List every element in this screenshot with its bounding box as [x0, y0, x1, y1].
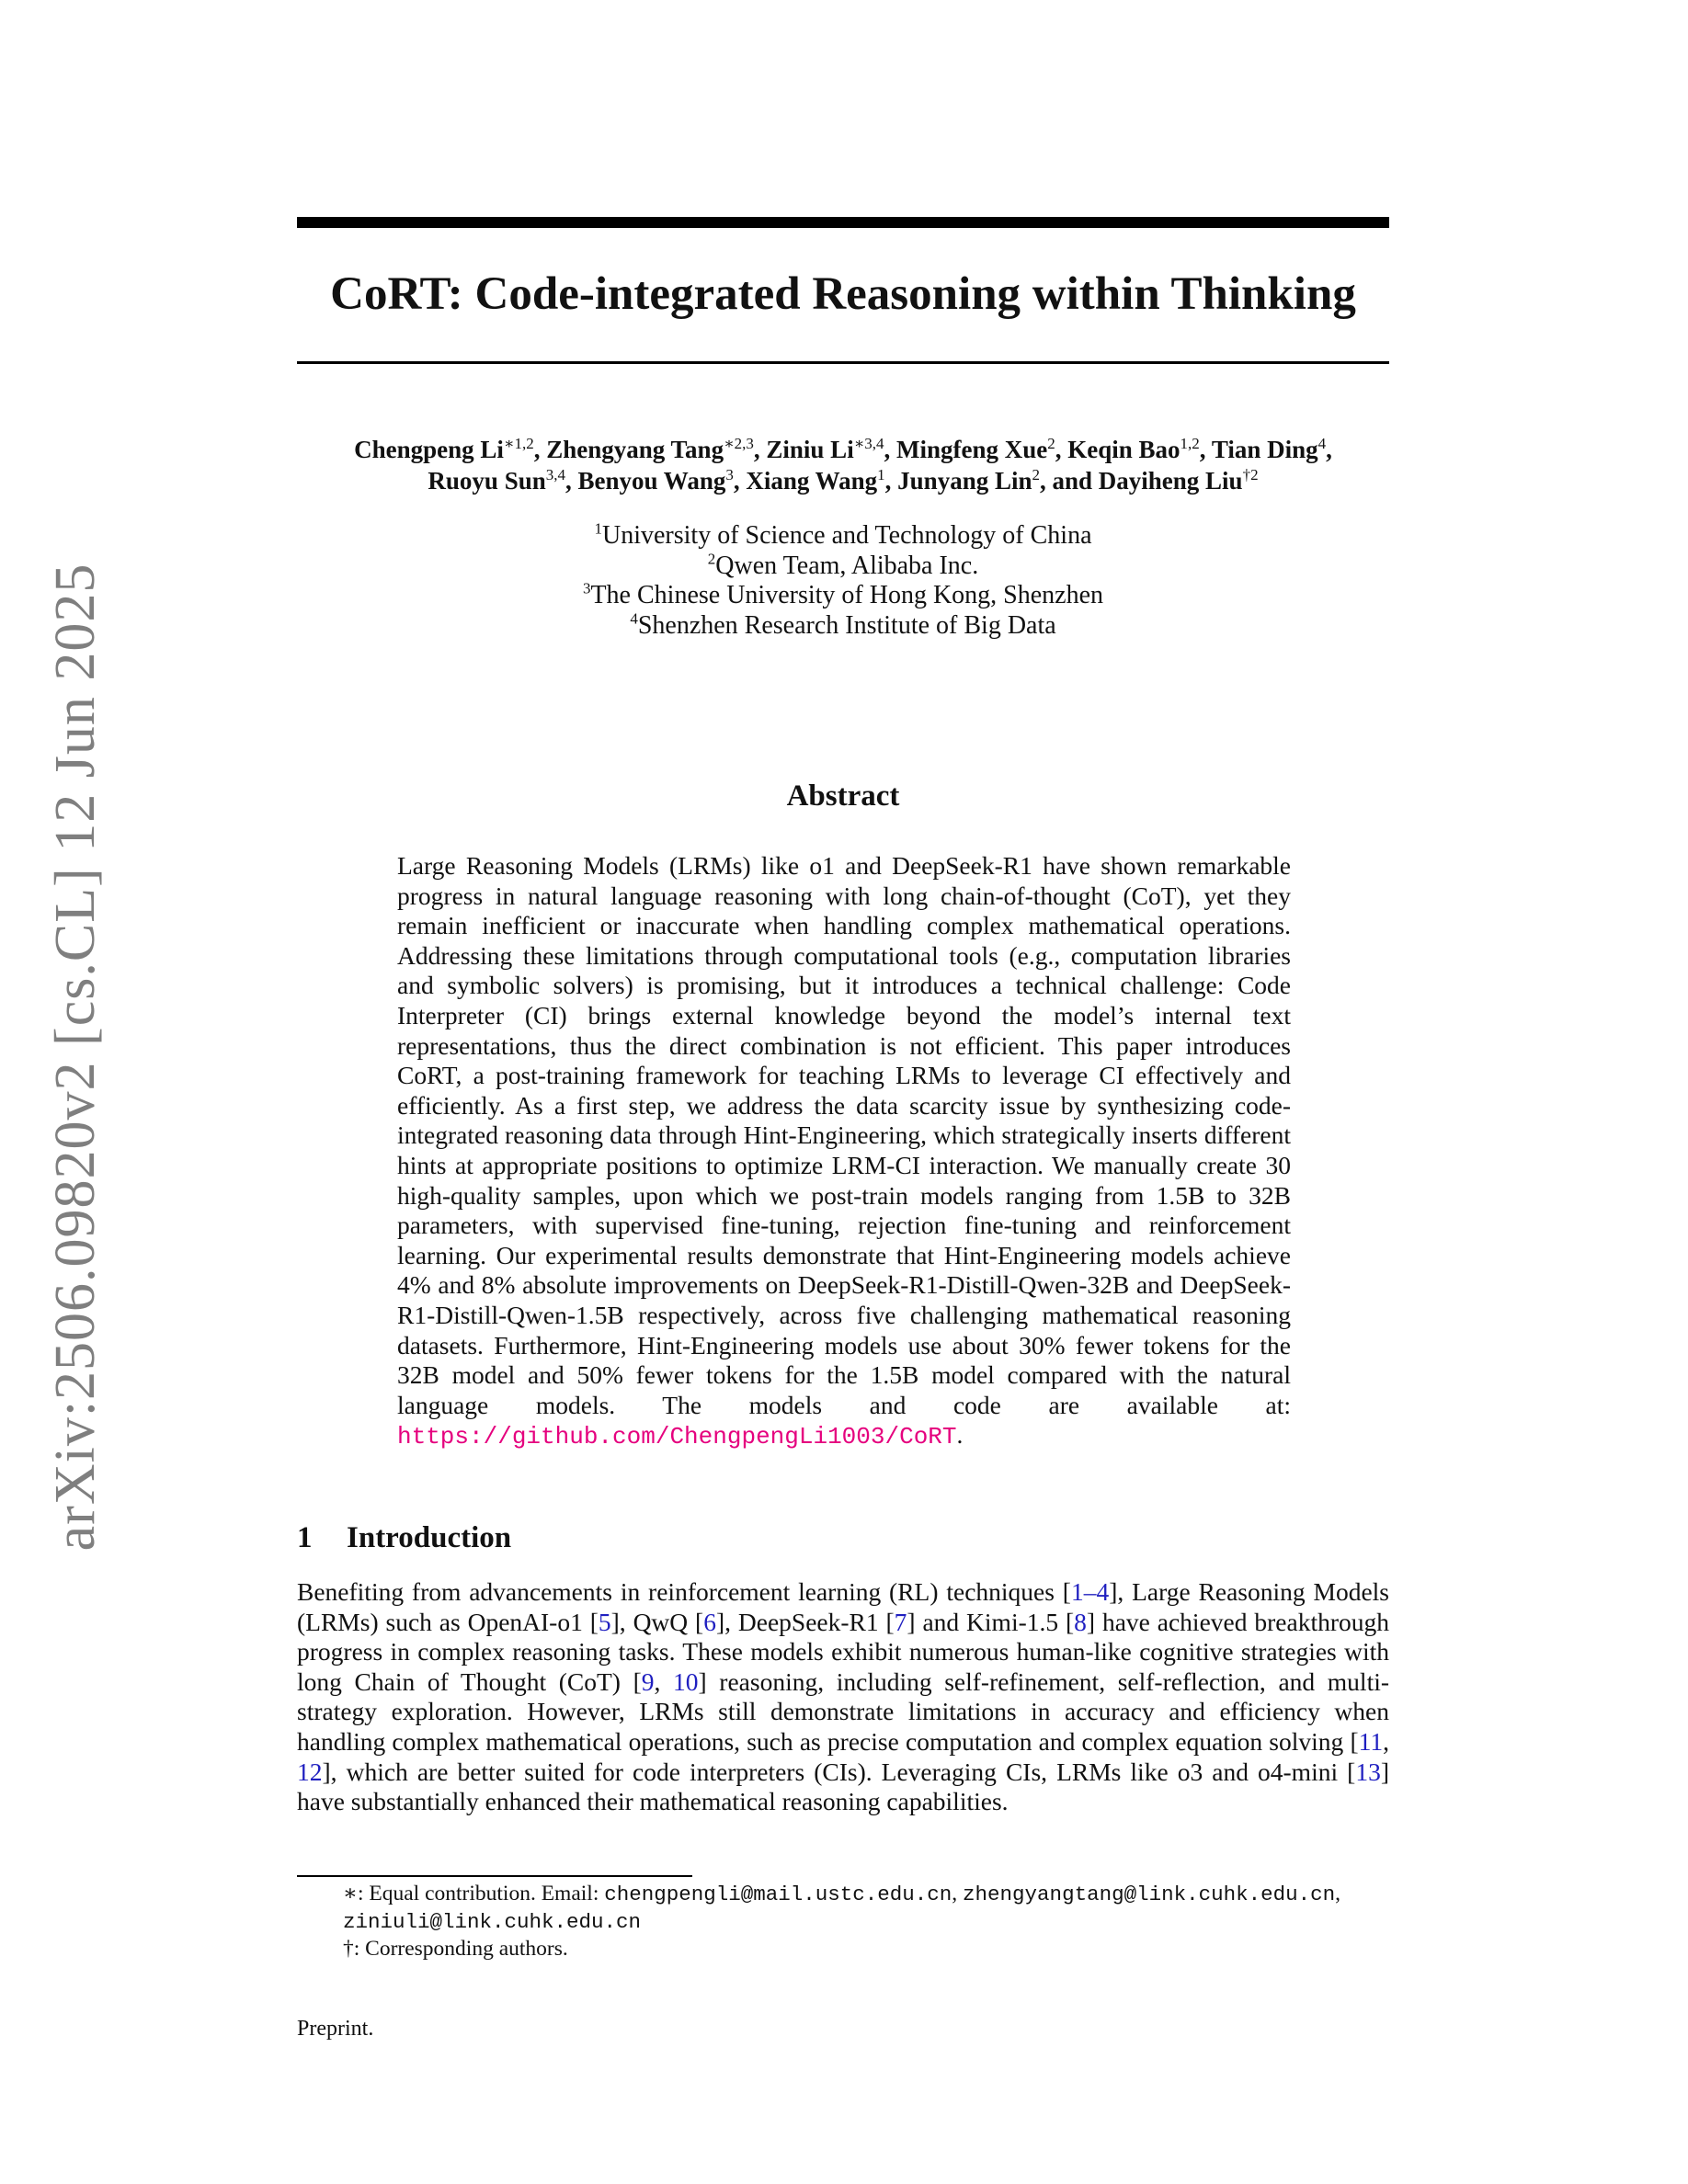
affiliation-line [297, 581, 1389, 611]
preprint-label: Preprint. [297, 2017, 374, 2041]
paragraph-text: ] reasoning, including self-refinement, self-reflection, and multi-strategy exploration. However, LRMs still demonstrate limitations in accuracy and efficiency when handling complex mathematical operations, such as precise computation and complex equation solving [ [297, 1666, 1390, 1756]
citation-link[interactable]: 8 [1074, 1607, 1087, 1636]
footnote-text: : Corresponding authors. [353, 1937, 568, 1961]
affiliation-name: Shenzhen Research Institute of Big Data [637, 610, 1056, 640]
citation-link[interactable]: 7 [894, 1607, 907, 1636]
affiliation-list [297, 521, 1389, 641]
arxiv-identifier: arXiv:2506.09820v2 [cs.CL] 12 Jun 2025 [44, 563, 107, 1552]
footnotes [297, 1881, 1389, 1962]
section-number: 1 [297, 1521, 313, 1554]
author-affiliation-mark: 4 [1317, 435, 1327, 452]
section-title: Introduction [347, 1521, 512, 1554]
author-name: Mingfeng Xue [896, 436, 1048, 463]
author-name: Junyang Lin [897, 467, 1032, 495]
author-name: Ziniu Li [766, 436, 854, 463]
citation-link[interactable]: 5 [598, 1607, 611, 1636]
paragraph-text: ] have achieved breakthrough progress in complex reasoning tasks. These models exhibit numerous human-like cognitive strategies with long Chain of Thought (CoT) [ [297, 1607, 1389, 1696]
author-affiliation-mark: 3,4 [545, 466, 566, 483]
author-name: Tian Ding [1211, 436, 1318, 463]
author-list: Chengpeng $Li^{∗1,2}$, Zhengyang Tang$^{∗2,3}$, Ziniu $Li^{∗3,4}$, Mingfeng Xue$^2$, Keqin Bao$^{1,2}$, Tian Ding$^4$, Ruoyu Sun$^{3,4}$, Benyou Wang$^3$, Xiang Wang$^1$, Junyang Lin$^2$, and Dayiheng Liu$^{\dagger 2}$ [354, 435, 1332, 495]
title-bottom-rule [297, 361, 1389, 364]
author-affiliation-mark: †2 [1242, 466, 1259, 483]
author-name: Xiang Wang [746, 467, 878, 495]
citation-link[interactable]: 10 [673, 1666, 699, 1696]
affiliation-line [297, 611, 1389, 642]
author-affiliation-mark: ∗1,2 [503, 435, 534, 452]
author-affiliation-mark: 1 [877, 466, 885, 483]
affiliation-line [297, 521, 1389, 552]
author-affiliation-mark: 2 [1047, 435, 1055, 452]
author-affiliation-mark: 1,2 [1180, 435, 1200, 452]
email-address[interactable]: ziniuli@link.cuhk.edu.cn [343, 1910, 642, 1934]
paragraph-text: ], which are better suited for code interpreters (CIs). Leveraging CIs, LRMs like o3 and o4-mini [ [322, 1757, 1356, 1786]
footnote-equal-contribution [297, 1881, 1389, 1936]
author-name: Chengpeng Li [354, 436, 504, 463]
affiliation-number: 2 [707, 550, 716, 568]
code-repository-link[interactable]: https://github.com/ChengpengLi1003/CoRT [397, 1423, 957, 1451]
introduction-paragraph [297, 1577, 1389, 1817]
paper-title: CoRT: Code-integrated Reasoning within Thinking [330, 268, 1356, 320]
citation-link[interactable]: 1–4 [1070, 1577, 1110, 1606]
affiliation-number: 4 [630, 609, 638, 628]
affiliation-name: University of Science and Technology of China [601, 521, 1092, 550]
citation-link[interactable]: 9 [641, 1666, 655, 1696]
citation-link[interactable]: 11 [1358, 1726, 1384, 1756]
footnote-text: : Equal contribution. Email: [357, 1882, 605, 1905]
paragraph-text: , [654, 1666, 673, 1696]
author-affiliation-mark: 3 [725, 466, 734, 483]
paragraph-text: ] have substantially enhanced their mathematical reasoning capabilities. [297, 1757, 1389, 1816]
affiliation-number: 3 [582, 579, 591, 597]
footnote-mark: † [343, 1937, 354, 1961]
abstract-heading: Abstract [786, 779, 900, 813]
abstract-body [397, 851, 1291, 1452]
author-affiliation-mark: 2 [1032, 466, 1040, 483]
citation-link[interactable]: 13 [1355, 1757, 1381, 1786]
email-address[interactable]: chengpengli@mail.ustc.edu.cn [604, 1883, 952, 1906]
author-name: Zhengyang Tang [546, 436, 724, 463]
author-affiliation-mark: ∗3,4 [853, 435, 884, 452]
paragraph-text: ] and Kimi-1.5 [ [907, 1607, 1075, 1636]
affiliation-number: 1 [594, 519, 602, 538]
affiliation-name: The Chinese University of Hong Kong, Shenzhen [590, 581, 1104, 609]
abstract-text: Large Reasoning Models (LRMs) like o1 and DeepSeek-R1 have shown remarkable progress in natural language reasoning with long chain-of-thought (CoT), yet they remain inefficient or inaccurate when handling complex mathematical operations. Addressing these limitations through computational tools (e.g., computation libraries and symbolic solvers) is promising, but it introduces a technical challenge: Code Interpreter (CI) brings external knowledge beyond the model’s internal text representations, thus the direct combination is not efficient. This paper introduces CoRT, a post-training framework for teaching LRMs to leverage CI effectively and efficiently. As a first step, we address the data scarcity issue by synthesizing code-integrated reasoning data through Hint-Engineering, which strategically inserts different hints at appropriate positions to optimize LRM-CI interaction. We manually create 30 high-quality samples, upon which we post-train models ranging from 1.5B to 32B parameters, with supervised fine-tuning, rejection fine-tuning and reinforcement learning. Our experimental results demonstrate that Hint-Engineering models achieve 4% and 8% absolute improvements on DeepSeek-R1-Distill-Qwen-32B and DeepSeek-R1-Distill-Qwen-1.5B respectively, across five challenging mathematical reasoning datasets. Furthermore, Hint-Engineering models use about 30% fewer tokens for the 32B model and 50% fewer tokens for the 1.5B model compared with the natural language models. The models and code are available at: [397, 851, 1291, 1419]
separator: , [952, 1882, 964, 1905]
author-name: Dayiheng Liu [1098, 467, 1243, 495]
paragraph-text: Benefiting from advancements in reinforcement learning (RL) techniques [ [297, 1577, 1071, 1606]
author-name: Keqin Bao [1067, 436, 1180, 463]
paragraph-text: ], DeepSeek-R1 [ [715, 1607, 895, 1636]
author-affiliation-mark: ∗2,3 [724, 435, 754, 452]
footnote-corresponding-authors [297, 1936, 1389, 1962]
paragraph-text: ], QwQ [ [610, 1607, 704, 1636]
affiliation-name: Qwen Team, Alibaba Inc. [715, 551, 979, 580]
email-address[interactable]: zhengyangtang@link.cuhk.edu.cn [963, 1883, 1336, 1906]
paragraph-text: , [1383, 1726, 1389, 1756]
footnote-separator [297, 1875, 692, 1877]
footnote-mark: ∗ [343, 1882, 358, 1905]
affiliation-line [297, 552, 1389, 582]
abstract-end-punctuation: . [956, 1420, 964, 1450]
citation-link[interactable]: 6 [703, 1607, 716, 1636]
author-name: Benyou Wang [577, 467, 726, 495]
separator: , [1335, 1882, 1340, 1905]
paragraph-text: ], Large Reasoning Models (LRMs) such as OpenAI-o1 [ [297, 1577, 1389, 1636]
title-top-rule [297, 217, 1389, 228]
author-conjunction: and [1052, 467, 1099, 495]
section-heading-introduction [297, 1519, 1389, 1556]
citation-link[interactable]: 12 [297, 1757, 323, 1786]
author-name: Ruoyu Sun [428, 467, 546, 495]
